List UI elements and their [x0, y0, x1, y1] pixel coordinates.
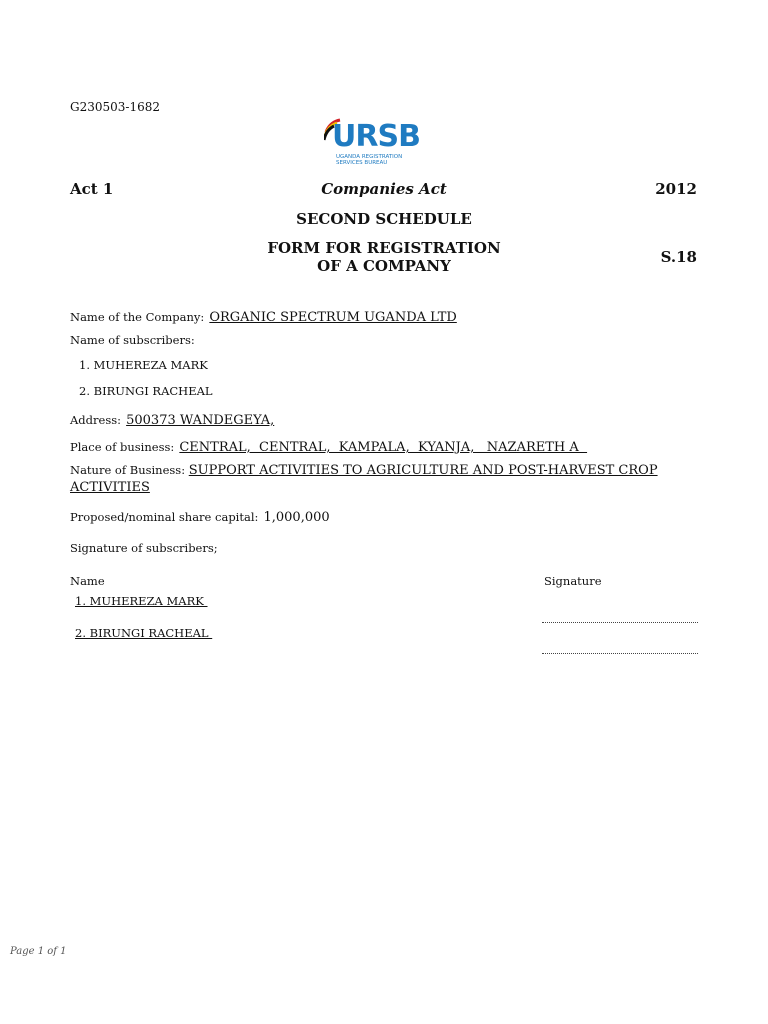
form-title-line1: FORM FOR REGISTRATION	[267, 239, 501, 257]
signature-column-header: Signature	[544, 574, 602, 588]
svg-text:URSB: URSB	[332, 119, 420, 154]
page-footer: Page 1 of 1	[10, 946, 67, 957]
nature-of-business-row	[70, 462, 690, 496]
signature-line-2	[542, 653, 698, 654]
place-of-business-value: CENTRAL, CENTRAL, KAMPALA, KYANJA, NAZARETH A	[179, 440, 588, 455]
name-column-header: Name	[70, 574, 105, 588]
company-name-row	[70, 306, 457, 325]
nature-of-business-label: Nature of Business:	[70, 463, 186, 477]
act-year: 2012	[655, 180, 697, 198]
address-label: Address:	[70, 413, 122, 427]
share-capital-row	[70, 506, 330, 525]
logo-subtitle-2: SERVICES BUREAU	[336, 160, 388, 166]
subscriber-2: 2. BIRUNGI RACHEAL	[79, 384, 213, 398]
subscribers-label: Name of subscribers:	[70, 333, 195, 347]
ursb-logo	[324, 118, 444, 168]
ursb-logo-graphic	[324, 118, 444, 168]
place-of-business-label: Place of business:	[70, 440, 175, 454]
share-capital-value: 1,000,000	[263, 510, 330, 525]
act-title: Companies Act	[321, 180, 447, 198]
signature-of-subscribers-label: Signature of subscribers;	[70, 541, 218, 555]
reference-number: G230503-1682	[70, 100, 160, 114]
nature-of-business-value: SUPPORT ACTIVITIES TO AGRICULTURE AND POST-HARVEST CROP ACTIVITIES	[70, 463, 658, 495]
form-title-line2: OF A COMPANY	[317, 257, 451, 275]
share-capital-label: Proposed/nominal share capital:	[70, 510, 259, 524]
company-name-label: Name of the Company:	[70, 310, 205, 324]
company-name-value: ORGANIC SPECTRUM UGANDA LTD	[209, 310, 457, 325]
address-value: 500373 WANDEGEYA,	[126, 413, 275, 428]
place-of-business-row	[70, 436, 587, 455]
schedule-title: SECOND SCHEDULE	[296, 210, 472, 228]
section-reference: S.18	[660, 248, 697, 266]
signatory-name-2: 2. BIRUNGI RACHEAL	[75, 626, 213, 640]
signatory-name-1: 1. MUHEREZA MARK	[75, 594, 208, 608]
address-row	[70, 409, 274, 428]
signature-line-1	[542, 622, 698, 623]
act-number: Act 1	[70, 180, 114, 198]
subscriber-1: 1. MUHEREZA MARK	[79, 358, 208, 372]
logo-subtitle-1: UGANDA REGISTRATION	[336, 154, 403, 160]
